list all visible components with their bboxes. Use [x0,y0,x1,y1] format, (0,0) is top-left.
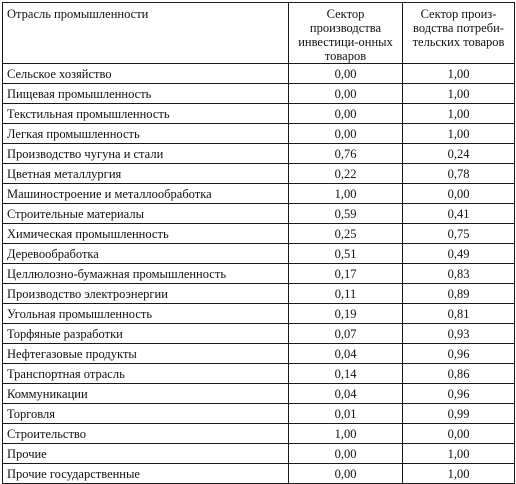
consumer-share-cell: 0,00 [403,184,515,204]
industry-cell: Машиностроение и металлообработка [3,184,289,204]
table-row [3,464,515,484]
header-row [3,3,515,64]
consumer-share-cell: 0,00 [403,424,515,444]
consumer-share-cell: 0,99 [403,404,515,424]
table-row [3,124,515,144]
investment-share-cell: 0,14 [289,364,403,384]
investment-share-cell: 0,07 [289,324,403,344]
table-row [3,144,515,164]
table-row [3,104,515,124]
investment-share-cell: 0,04 [289,384,403,404]
consumer-share-cell: 0,81 [403,304,515,324]
table-row [3,344,515,364]
table-row [3,444,515,464]
industry-sector-table [2,2,515,484]
consumer-share-cell: 0,24 [403,144,515,164]
consumer-share-cell: 1,00 [403,124,515,144]
industry-cell: Целлюлозно-бумажная промышленность [3,264,289,284]
consumer-share-cell: 1,00 [403,104,515,124]
table-body [3,64,515,484]
investment-share-cell: 0,59 [289,204,403,224]
industry-cell: Строительство [3,424,289,444]
table-row [3,204,515,224]
consumer-share-cell: 0,89 [403,284,515,304]
table-row [3,364,515,384]
header-investment-sector: Сектор производства инвестици-онных товаров [289,3,403,64]
investment-share-cell: 0,00 [289,444,403,464]
industry-cell: Торговля [3,404,289,424]
industry-cell: Нефтегазовые продукты [3,344,289,364]
table-row [3,84,515,104]
consumer-share-cell: 0,86 [403,364,515,384]
investment-share-cell: 0,00 [289,104,403,124]
table-row [3,224,515,244]
industry-cell: Пищевая промышленность [3,84,289,104]
consumer-share-cell: 0,96 [403,384,515,404]
consumer-share-cell: 1,00 [403,64,515,84]
industry-cell: Производство электроэнергии [3,284,289,304]
header-industry: Отрасль промышленности [3,3,289,64]
table-row [3,264,515,284]
investment-share-cell: 0,00 [289,84,403,104]
consumer-share-cell: 0,75 [403,224,515,244]
table-row [3,304,515,324]
investment-share-cell: 1,00 [289,424,403,444]
consumer-share-cell: 1,00 [403,464,515,484]
consumer-share-cell: 0,96 [403,344,515,364]
consumer-share-cell: 0,93 [403,324,515,344]
industry-cell: Прочие государственные [3,464,289,484]
industry-cell: Строительные материалы [3,204,289,224]
table-row [3,184,515,204]
table-row [3,384,515,404]
industry-cell: Деревообработка [3,244,289,264]
table-row [3,244,515,264]
industry-cell: Химическая промышленность [3,224,289,244]
industry-cell: Угольная промышленность [3,304,289,324]
investment-share-cell: 0,76 [289,144,403,164]
industry-cell: Торфяные разработки [3,324,289,344]
header-consumer-sector: Сектор произ-водства потреби-тельских товаров [403,3,515,64]
industry-cell: Производство чугуна и стали [3,144,289,164]
investment-share-cell: 0,19 [289,304,403,324]
investment-share-cell: 0,51 [289,244,403,264]
consumer-share-cell: 0,83 [403,264,515,284]
industry-cell: Легкая промышленность [3,124,289,144]
investment-share-cell: 0,00 [289,124,403,144]
table-row [3,404,515,424]
consumer-share-cell: 0,78 [403,164,515,184]
investment-share-cell: 0,01 [289,404,403,424]
consumer-share-cell: 1,00 [403,84,515,104]
investment-share-cell: 0,17 [289,264,403,284]
table-row [3,324,515,344]
consumer-share-cell: 1,00 [403,444,515,464]
industry-cell: Цветная металлургия [3,164,289,184]
consumer-share-cell: 0,49 [403,244,515,264]
table-row [3,284,515,304]
investment-share-cell: 0,25 [289,224,403,244]
table-row [3,164,515,184]
investment-share-cell: 0,00 [289,464,403,484]
industry-cell: Текстильная промышленность [3,104,289,124]
industry-cell: Прочие [3,444,289,464]
table-row [3,64,515,84]
table-row [3,424,515,444]
table-header [3,3,515,64]
investment-share-cell: 0,00 [289,64,403,84]
consumer-share-cell: 0,41 [403,204,515,224]
investment-share-cell: 0,04 [289,344,403,364]
industry-cell: Коммуникации [3,384,289,404]
investment-share-cell: 0,11 [289,284,403,304]
investment-share-cell: 1,00 [289,184,403,204]
investment-share-cell: 0,22 [289,164,403,184]
industry-cell: Сельское хозяйство [3,64,289,84]
industry-cell: Транспортная отрасль [3,364,289,384]
